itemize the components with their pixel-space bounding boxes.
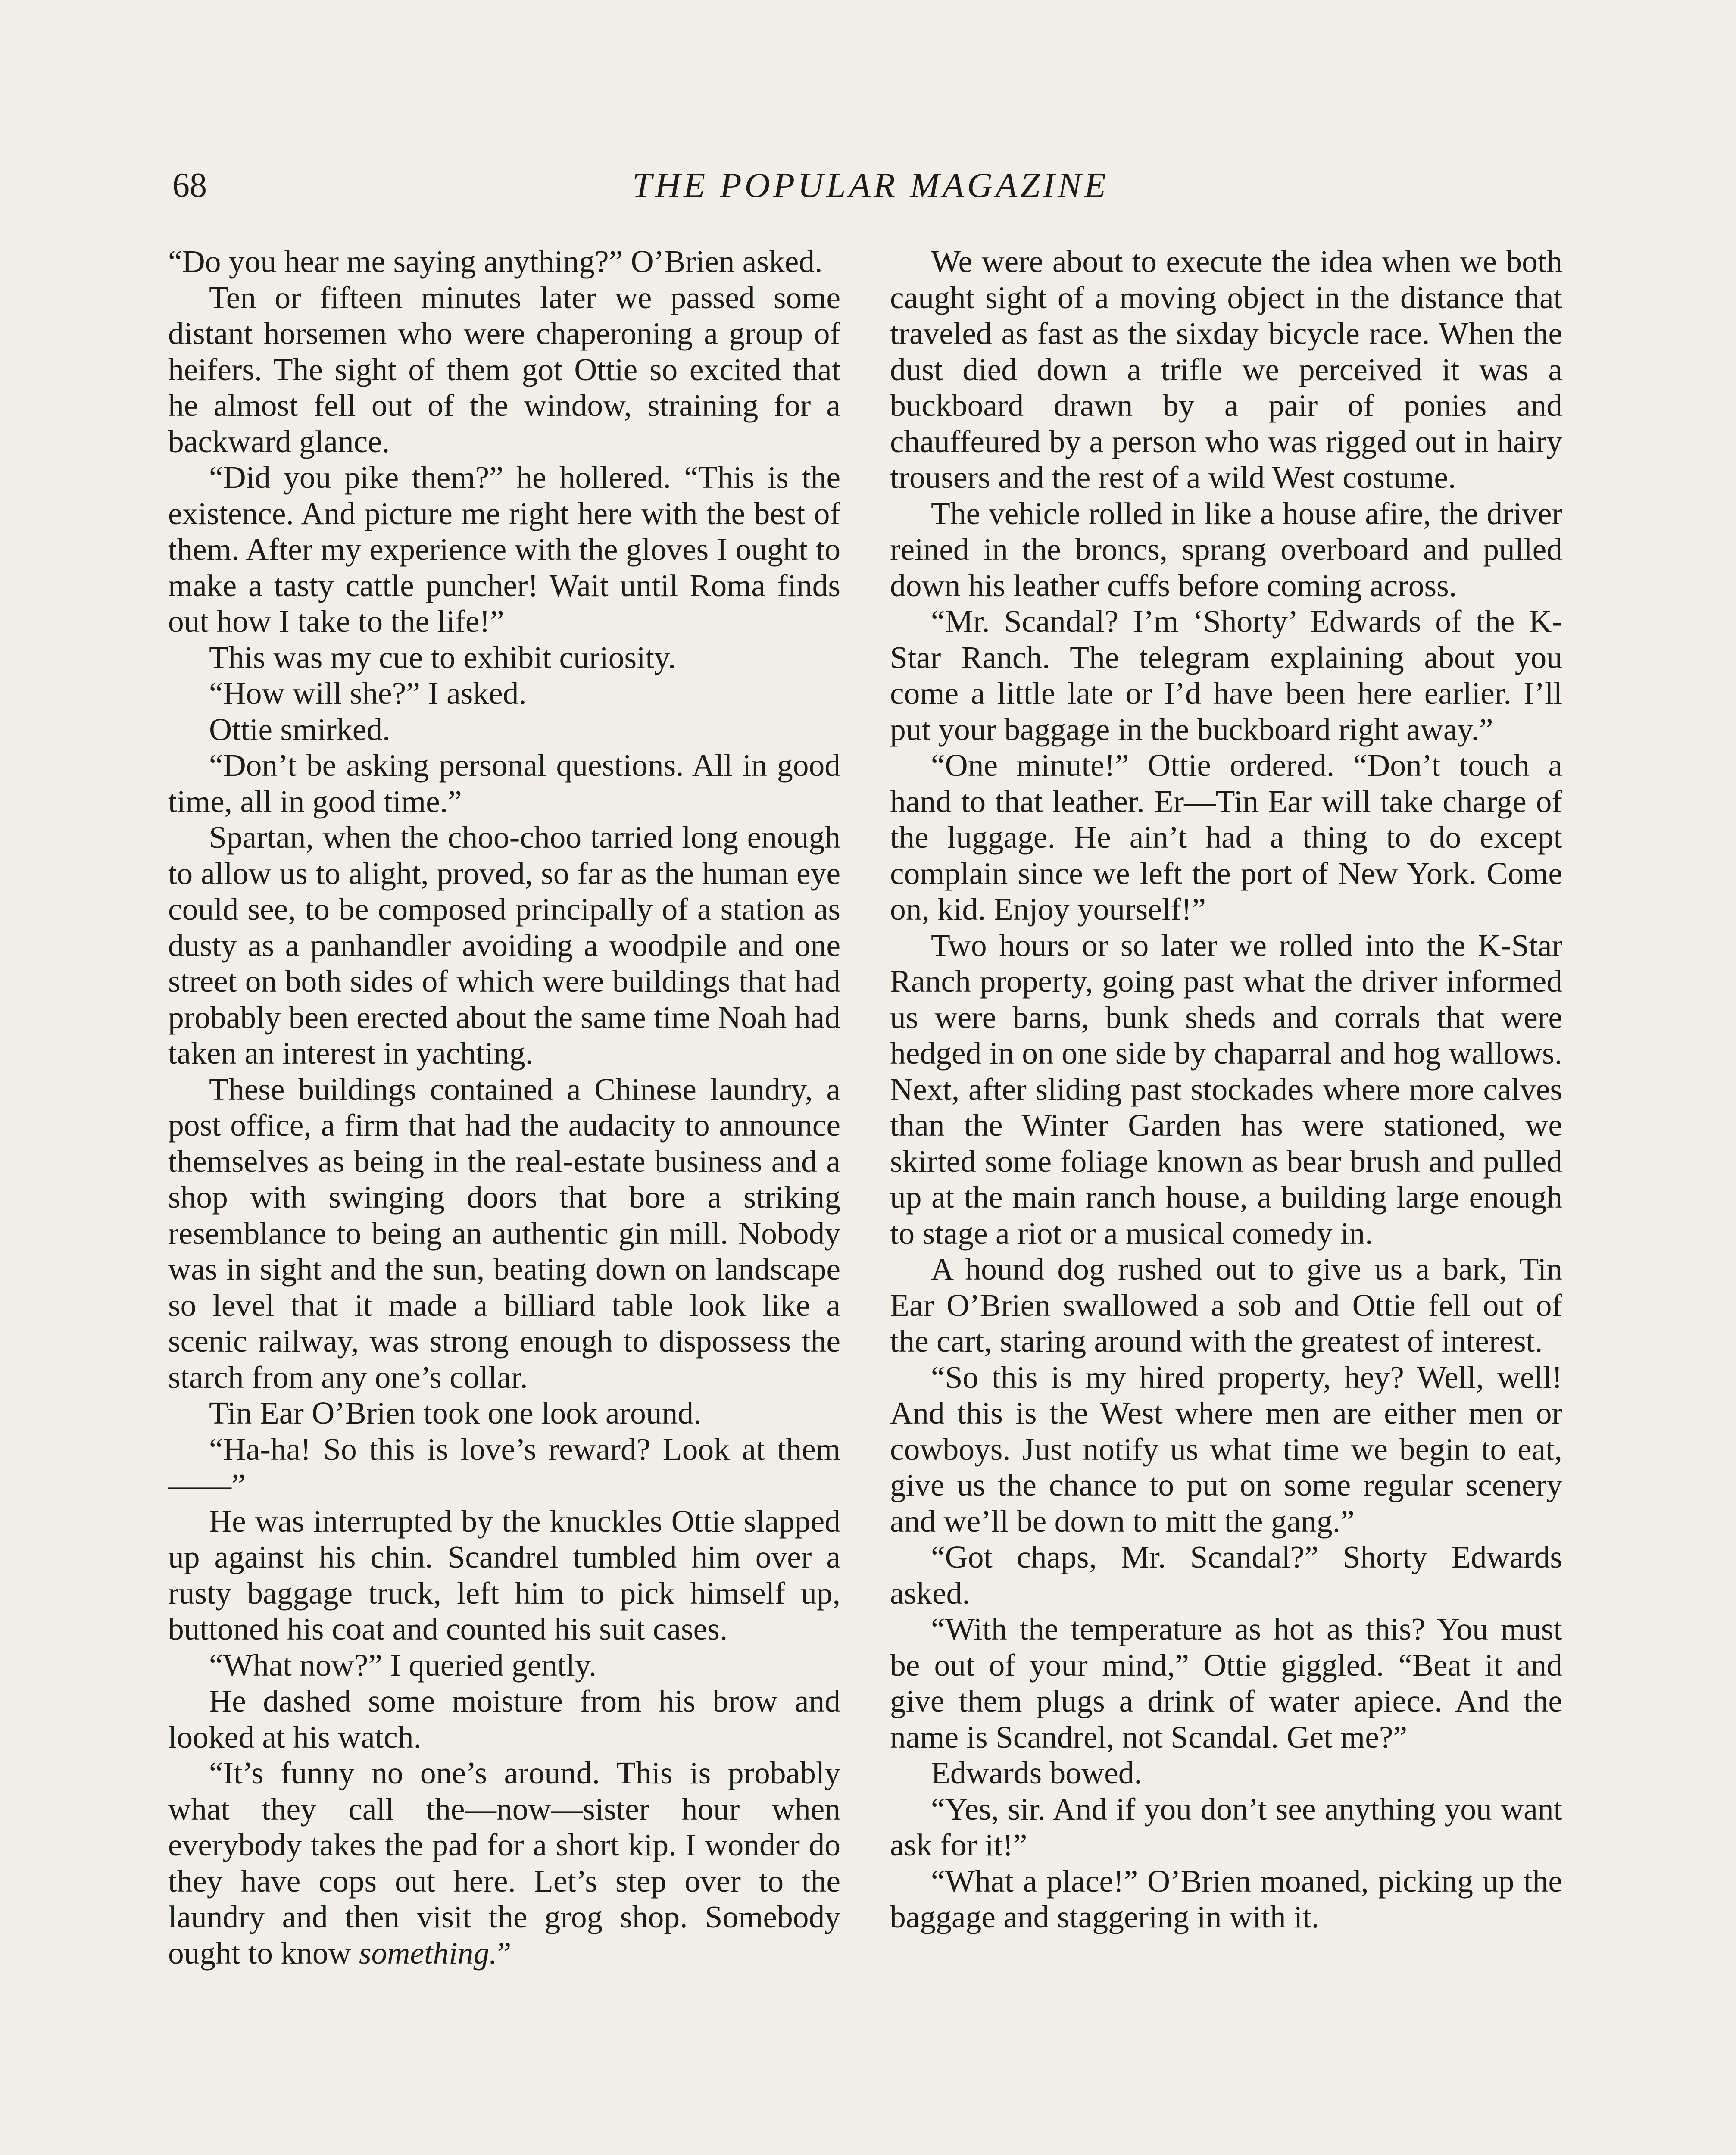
paragraph: “So this is my hired property, hey? Well, well! And this is the West where men are either men or cowboys. Just notify us what time we begin to eat, give us the chance to put on some regular scenery and we’ll be down to mitt the gang.” (890, 1359, 1562, 1539)
paragraph: “Got chaps, Mr. Scandal?” Shorty Edwards asked. (890, 1540, 1562, 1611)
page-header (172, 159, 1569, 220)
paragraph: “Mr. Scandal? I’m ‘Shorty’ Edwards of the K-Star Ranch. The telegram explaining about you come a little late or I’d have been here earlier. I’ll put your baggage in the buckboard right away.” (890, 604, 1562, 747)
closing-quote: ” (497, 1935, 512, 1971)
paragraph: “Do you hear me saying anything?” O’Brien asked. (168, 244, 823, 279)
paragraph: “What a place!” O’Brien moaned, picking up the baggage and staggering in with it. (890, 1863, 1562, 1934)
paragraph: These buildings contained a Chinese laundry, a post office, a firm that had the audacity to announce themselves as being in the real-estate business and a shop with swinging doors that bore a striking resemblance to being an authentic gin mill. Nobody was in sight and the sun, beating down on landscape so level that it made a billiard table look like a scenic railway, was strong enough to dispossess the starch from any one’s collar. (168, 1071, 840, 1395)
paragraph: “With the temperature as hot as this? You must be out of your mind,” Ottie giggled. “Beat it and give them plugs a drink of water apiece. And the name is Scandrel, not Scandal. Get me?” (890, 1612, 1562, 1755)
paragraph: “How will she?” I asked. (209, 676, 527, 711)
paragraph: This was my cue to exhibit curiosity. (209, 640, 676, 675)
paragraph: He dashed some moisture from his brow and looked at his watch. (168, 1683, 840, 1755)
paragraph: Ottie smirked. (209, 712, 390, 747)
paragraph: Ten or fifteen minutes later we passed some distant horsemen who were chaperoning a group of heifers. The sight of them got Ottie so excited that he almost fell out of the window, straining for a backward glance. (168, 280, 840, 459)
paragraph: “Ha-ha! So this is love’s reward? Look at them——” (168, 1431, 840, 1502)
paragraph: Spartan, when the choo-choo tarried long enough to allow us to alight, proved, so far as the human eye could see, to be composed principally of a station as dusty as a panhandler avoiding a woodpile and one street on both sides of which were buildings that had probably been erected about the same time Noah had taken an interest in yachting. (168, 820, 840, 1071)
paragraph: The vehicle rolled in like a house afire, the driver reined in the broncs, sprang overboard and pulled down his leather cuffs before coming across. (890, 496, 1562, 603)
paragraph: Edwards bowed. (931, 1755, 1142, 1790)
right-column (890, 244, 1562, 1935)
paragraph: “What now?” I queried gently. (209, 1647, 597, 1683)
paragraph: “One minute!” Ottie ordered. “Don’t touch a hand to that leather. Er—Tin Ear will take charge of the luggage. He ain’t had a thing to do except complain since we left the port of New York. Come on, kid. Enjoy yourself!” (890, 748, 1562, 927)
paragraph: “Yes, sir. And if you don’t see anything you want ask for it!” (890, 1791, 1562, 1862)
paragraph: A hound dog rushed out to give us a bark, Tin Ear O’Brien swallowed a sob and Ottie fell out of the cart, staring around with the greatest of interest. (890, 1252, 1562, 1359)
paragraph: Tin Ear O’Brien took one look around. (209, 1396, 702, 1430)
page-number: 68 (172, 166, 207, 204)
paragraph: Two hours or so later we rolled into the K-Star Ranch property, going past what the driver informed us were barns, bunk sheds and corrals that were hedged in on one side by chaparral and hog wallows. Next, after sliding past stockades where more calves than the Winter Garden has were stationed, we skirted some foliage known as bear brush and pulled up at the main ranch house, a building large enough to stage a riot or a musical comedy in. (890, 928, 1562, 1251)
left-column (168, 244, 840, 1971)
paragraph-final (168, 1755, 840, 1971)
emphasis-text: something. (359, 1935, 497, 1971)
paragraph: “Did you pike them?” he hollered. “This is the existence. And picture me right here with the best of them. After my experience with the gloves I ought to make a tasty cattle puncher! Wait until Roma finds out how I take to the life!” (168, 460, 840, 639)
paragraph: He was interrupted by the knuckles Ottie slapped up against his chin. Scandrel tumbled him over a rusty baggage truck, left him to pick himself up, buttoned his coat and counted his suit cases. (168, 1503, 840, 1646)
running-title: THE POPULAR MAGAZINE (632, 166, 1109, 205)
paragraph-text: “It’s funny no one’s around. This is probably what they call the—now—sister hour when everybody takes the pad for a short kip. I wonder do they have cops out here. Let’s step over to the laundry and then visit the grog shop. Somebody ought to know (168, 1755, 840, 1971)
paragraph: “Don’t be asking personal questions. All in good time, all in good time.” (168, 748, 840, 819)
paragraph: We were about to execute the idea when we both caught sight of a moving object in the distance that traveled as fast as the sixday bicycle race. When the dust died down a trifle we perceived it was a buckboard drawn by a pair of ponies and chauffeured by a person who was rigged out in hairy trousers and the rest of a wild West costume. (890, 244, 1562, 495)
